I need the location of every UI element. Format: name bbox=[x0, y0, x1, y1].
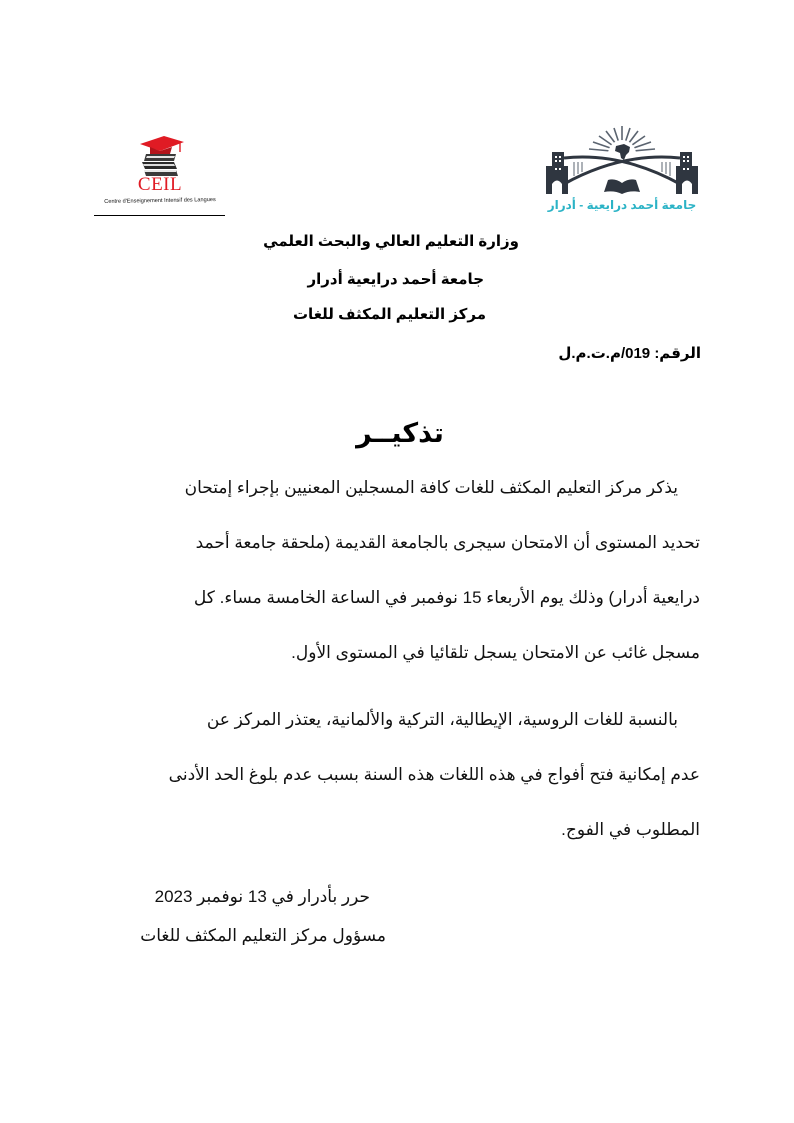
reference-suffix: /م.ت.م.ل bbox=[558, 345, 626, 362]
reference-label: الرقم: bbox=[654, 345, 701, 362]
ceil-logo-subtitle: Centre d'Enseignement Intensif des Langues bbox=[104, 197, 216, 205]
university-name: جامعة أحمد درايعية أدرار bbox=[307, 271, 484, 288]
ceil-logo bbox=[94, 130, 226, 216]
ministry-name: وزارة التعليم العالي والبحث العلمي bbox=[263, 233, 519, 250]
reference-number bbox=[558, 344, 701, 362]
graduation-cap-books-icon bbox=[94, 130, 226, 178]
paragraph-2-line: المطلوب في الفوج. bbox=[561, 820, 700, 839]
center-name: مركز التعليم المكثف للغات bbox=[292, 306, 486, 323]
signature-date-line: حرر بأدرار في 13 نوفمبر 2023 bbox=[154, 887, 370, 906]
paragraph-2-line: بالنسبة للغات الروسية، الإيطالية، التركية والألمانية، يعتذر المركز عن bbox=[206, 710, 678, 729]
paragraph-2-line: عدم إمكانية فتح أفواج في هذه اللغات هذه السنة بسبب عدم بلوغ الحد الأدنى bbox=[168, 765, 700, 784]
ceil-logo-text: CEIL bbox=[137, 174, 183, 195]
signatory-title: مسؤول مركز التعليم المكثف للغات bbox=[140, 926, 386, 945]
reference-value: 019 bbox=[625, 345, 651, 362]
paragraph-1-line: تحديد المستوى أن الامتحان سيجرى بالجامعة القديمة (ملحقة جامعة أحمد bbox=[195, 533, 700, 552]
university-logo-text: جامعة أحمد درايعية - أدرار bbox=[547, 198, 697, 212]
paragraph-1-line: مسجل غائب عن الامتحان يسجل تلقائيا في المستوى الأول. bbox=[291, 643, 700, 662]
books-icon bbox=[142, 154, 178, 176]
document-title: تذكيــر bbox=[356, 418, 444, 449]
university-emblem-icon bbox=[542, 122, 702, 198]
open-book-icon bbox=[604, 179, 640, 194]
paragraph-1-line: درايعية أدرار) وذلك يوم الأربعاء 15 نوفمبر في الساعة الخامسة مساء. كل bbox=[193, 588, 700, 607]
paragraph-1-line: يذكر مركز التعليم المكثف للغات كافة المسجلين المعنيين بإجراء إمتحان bbox=[184, 478, 678, 497]
bridge-arcs-icon bbox=[564, 157, 680, 184]
university-logo bbox=[542, 122, 702, 214]
logo-divider bbox=[94, 215, 225, 216]
graduation-cap-icon bbox=[140, 136, 184, 154]
